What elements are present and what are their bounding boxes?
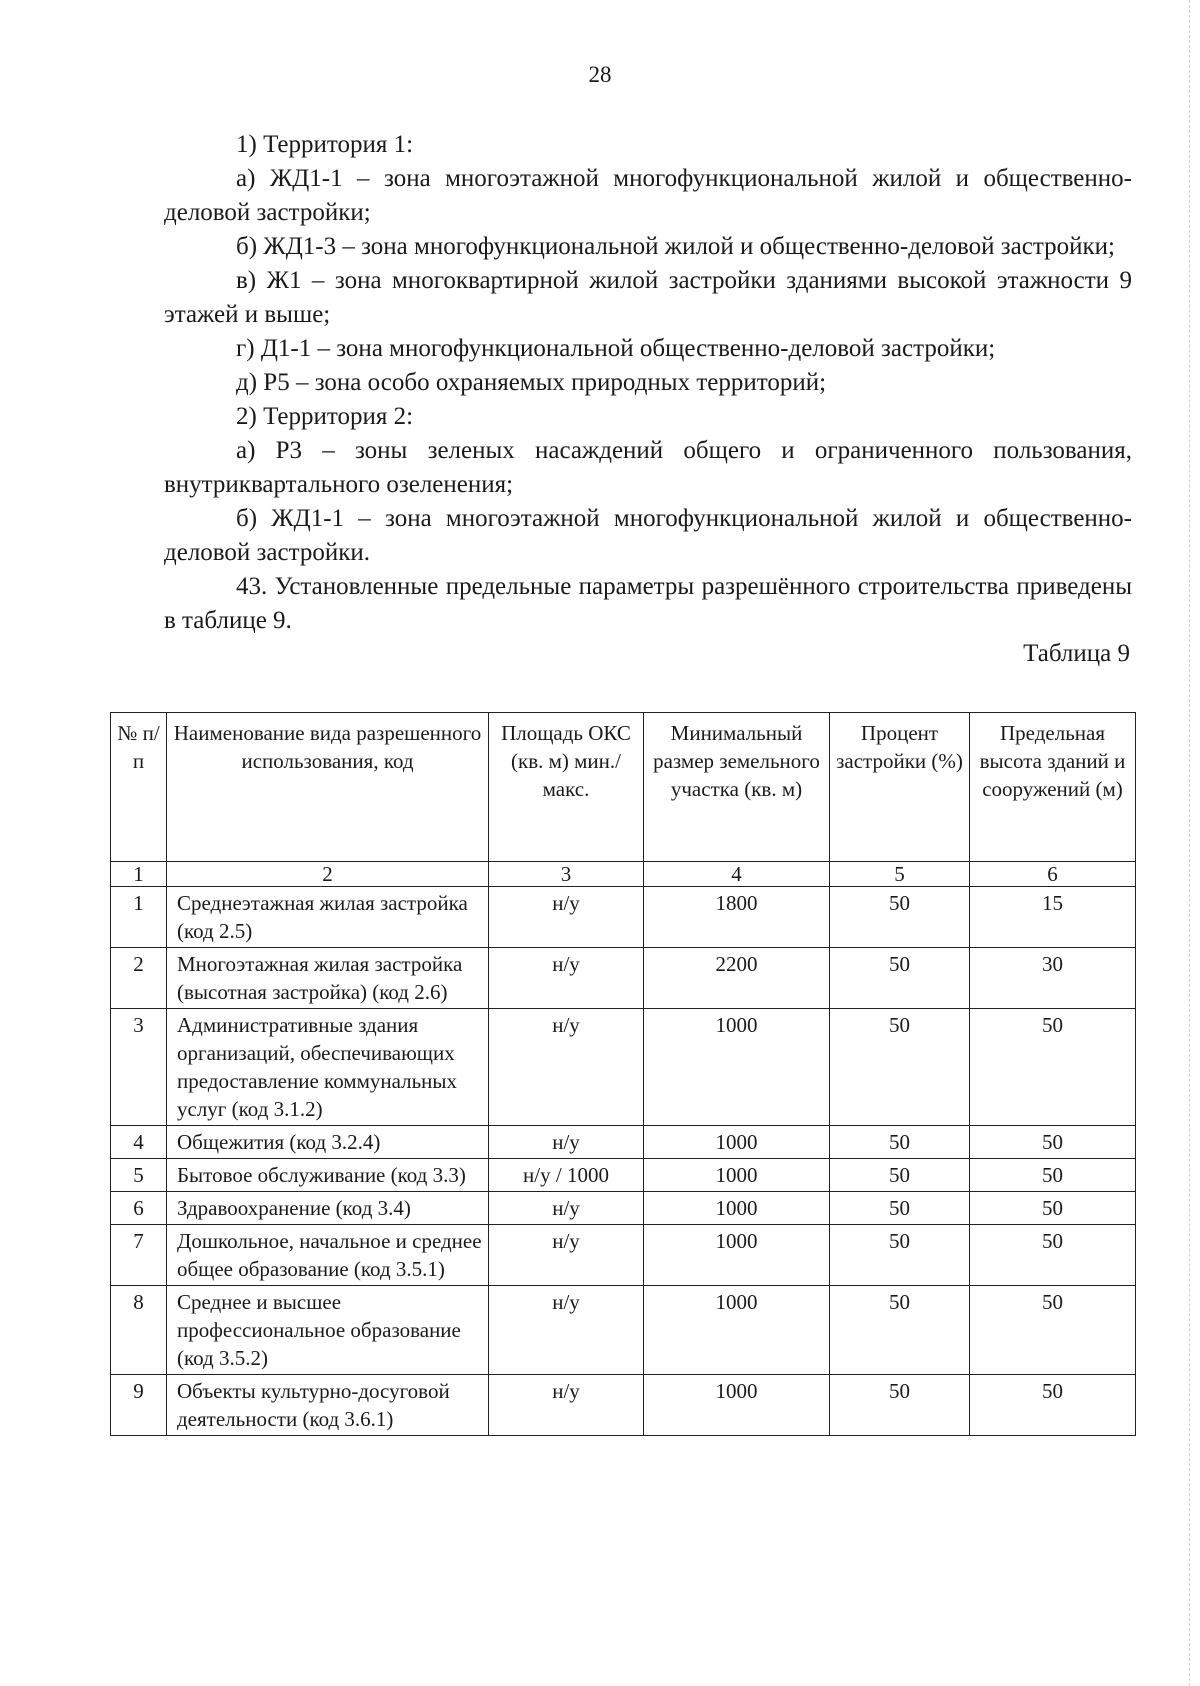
paragraph: 43. Установленные предельные параметры разрешённого строительства приведены в таблице 9.: [164, 573, 1132, 634]
paragraph: 2) Территория 2:: [236, 403, 414, 430]
table-header-cell: № п/п: [111, 713, 167, 862]
table-cell: 30: [970, 948, 1136, 1009]
table-header-cell: Процент застройки (%): [830, 713, 970, 862]
column-number-cell: 6: [970, 862, 1136, 887]
table-cell: 1000: [644, 1286, 830, 1375]
table-cell: 15: [970, 887, 1136, 948]
table-cell: 1000: [644, 1126, 830, 1159]
paragraph: б) ЖД1-1 – зона многоэтажной многофункциональной жилой и общественно-деловой застройки.: [164, 505, 1132, 566]
table-cell: 1800: [644, 887, 830, 948]
table-cell: 50: [970, 1375, 1136, 1436]
table-caption: Таблица 9: [1023, 640, 1130, 667]
column-number-cell: 3: [489, 862, 644, 887]
table-cell: 50: [830, 1286, 970, 1375]
table-row: [111, 1375, 1136, 1436]
table-cell: 50: [970, 1192, 1136, 1225]
table-cell: 5: [111, 1159, 167, 1192]
table-cell: 50: [830, 887, 970, 948]
table-cell: 50: [830, 1192, 970, 1225]
table-cell: Многоэтажная жилая застройка (высотная застройка) (код 2.6): [167, 948, 489, 1009]
paragraph: а) Р3 – зоны зеленых насаждений общего и ограниченного пользования, внутриквартального озеленения;: [164, 437, 1132, 498]
table-cell: 9: [111, 1375, 167, 1436]
table-header-row: [111, 713, 1136, 862]
table-row: [111, 948, 1136, 1009]
page-number: 28: [588, 62, 612, 87]
table-cell: 50: [970, 1126, 1136, 1159]
column-number-cell: 4: [644, 862, 830, 887]
paragraph: а) ЖД1-1 – зона многоэтажной многофункциональной жилой и общественно-деловой застройки;: [164, 165, 1132, 226]
table-row: [111, 887, 1136, 948]
table-cell: 8: [111, 1286, 167, 1375]
paragraph: г) Д1-1 – зона многофункциональной общественно-деловой застройки;: [236, 335, 996, 362]
table-cell: 6: [111, 1192, 167, 1225]
table-cell: Здравоохранение (код 3.4): [167, 1192, 489, 1225]
table-cell: 50: [830, 1375, 970, 1436]
table-cell: 50: [830, 1159, 970, 1192]
column-number-cell: 5: [830, 862, 970, 887]
table-row: [111, 1225, 1136, 1286]
table-cell: н/у / 1000: [489, 1159, 644, 1192]
table-cell: Среднее и высшее профессиональное образование (код 3.5.2): [167, 1286, 489, 1375]
table-cell: 50: [830, 1225, 970, 1286]
table-cell: 1000: [644, 1225, 830, 1286]
table-cell: н/у: [489, 1375, 644, 1436]
table-cell: Бытовое обслуживание (код 3.3): [167, 1159, 489, 1192]
column-number-cell: 2: [167, 862, 489, 887]
table-cell: 1000: [644, 1009, 830, 1126]
table-row: [111, 1126, 1136, 1159]
paragraph: 1) Территория 1:: [236, 131, 414, 158]
table-cell: 50: [830, 1009, 970, 1126]
body-text: [164, 128, 1132, 638]
table-cell: Объекты культурно-досуговой деятельности (код 3.6.1): [167, 1375, 489, 1436]
table-cell: Общежития (код 3.2.4): [167, 1126, 489, 1159]
table-cell: 50: [970, 1009, 1136, 1126]
table-cell: 3: [111, 1009, 167, 1126]
table-cell: 1000: [644, 1192, 830, 1225]
table-cell: н/у: [489, 1225, 644, 1286]
table-cell: 2: [111, 948, 167, 1009]
table-row: [111, 1009, 1136, 1126]
table-cell: 2200: [644, 948, 830, 1009]
parameters-table: [110, 712, 1136, 1436]
table-cell: 1000: [644, 1159, 830, 1192]
table-row: [111, 1192, 1136, 1225]
table-cell: 7: [111, 1225, 167, 1286]
table-cell: н/у: [489, 1192, 644, 1225]
table-cell: 1: [111, 887, 167, 948]
table-header-cell: Предельная высота зданий и сооружений (м): [970, 713, 1136, 862]
table-cell: 50: [970, 1225, 1136, 1286]
table-header-cell: Наименование вида разрешенного использования, код: [167, 713, 489, 862]
page-edge-line: [1188, 0, 1190, 1686]
table-cell: н/у: [489, 1009, 644, 1126]
column-number-cell: 1: [111, 862, 167, 887]
table-header-cell: Площадь ОКС (кв. м) мин./ макс.: [489, 713, 644, 862]
table-row: [111, 1159, 1136, 1192]
table-cell: 50: [970, 1159, 1136, 1192]
table-cell: н/у: [489, 1286, 644, 1375]
table-cell: 4: [111, 1126, 167, 1159]
paragraph: б) ЖД1-3 – зона многофункциональной жилой и общественно-деловой застройки;: [236, 233, 1115, 260]
table-cell: 50: [970, 1286, 1136, 1375]
table-cell: Административные здания организаций, обеспечивающих предоставление коммунальных услуг (код 3.1.2): [167, 1009, 489, 1126]
paragraph: д) Р5 – зона особо охраняемых природных территорий;: [236, 369, 827, 396]
table-row: [111, 1286, 1136, 1375]
column-number-row: [111, 862, 1136, 887]
table-cell: Среднеэтажная жилая застройка (код 2.5): [167, 887, 489, 948]
table-cell: н/у: [489, 887, 644, 948]
table-cell: Дошкольное, начальное и среднее общее образование (код 3.5.1): [167, 1225, 489, 1286]
table-cell: 50: [830, 1126, 970, 1159]
table-cell: 1000: [644, 1375, 830, 1436]
table-cell: 50: [830, 948, 970, 1009]
table-cell: н/у: [489, 948, 644, 1009]
paragraph: в) Ж1 – зона многоквартирной жилой застройки зданиями высокой этажности 9 этажей и выше;: [164, 267, 1132, 328]
table-header-cell: Минимальный размер земельного участка (кв. м): [644, 713, 830, 862]
table-cell: н/у: [489, 1126, 644, 1159]
